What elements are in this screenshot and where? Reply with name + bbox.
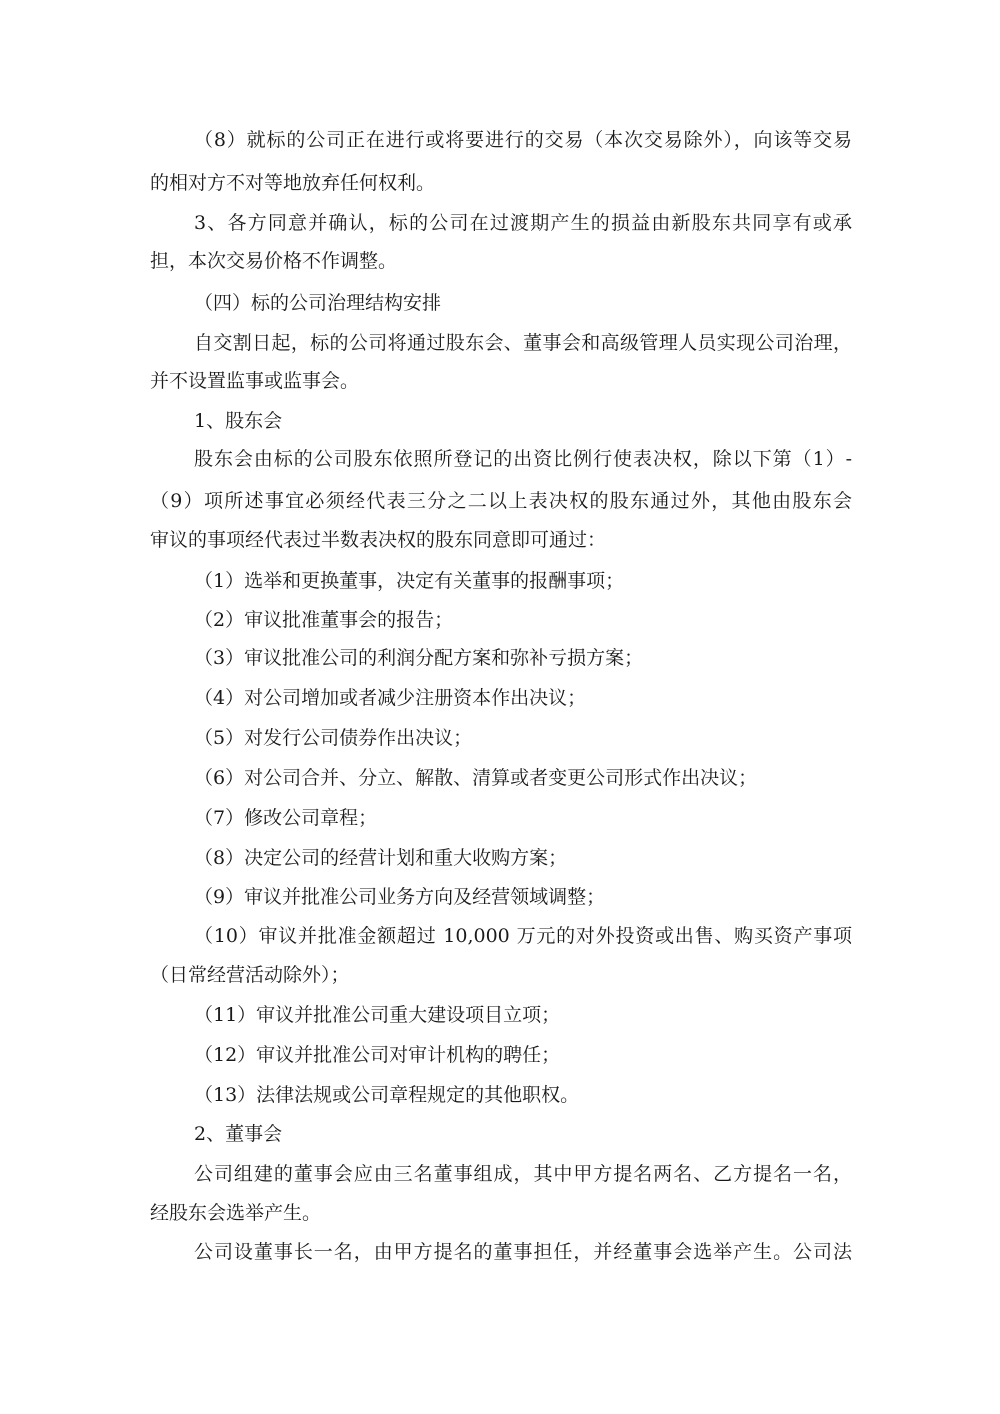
- subsection-heading: 1、股东会: [194, 410, 283, 432]
- list-item: （12）审议并批准公司对审计机构的聘任；: [194, 1044, 561, 1066]
- paragraph-line: 经股东会选举产生。: [150, 1202, 322, 1224]
- paragraph-line: 并不设置监事或监事会。: [150, 370, 360, 392]
- list-item: （3）审议批准公司的利润分配方案和弥补亏损方案；: [194, 647, 644, 669]
- subsection-heading: 2、董事会: [194, 1123, 283, 1145]
- list-item: （4）对公司增加或者减少注册资本作出决议；: [194, 687, 587, 709]
- paragraph-line: 3、各方同意并确认，标的公司在过渡期产生的损益由新股东共同享有或承: [194, 212, 852, 234]
- paragraph-line: （8）就标的公司正在进行或将要进行的交易（本次交易除外），向该等交易: [194, 129, 852, 151]
- paragraph-line: 担，本次交易价格不作调整。: [150, 250, 398, 272]
- paragraph-line: 审议的事项经代表过半数表决权的股东同意即可通过：: [150, 529, 607, 551]
- list-item: （7）修改公司章程；: [194, 807, 378, 829]
- list-item: （6）对公司合并、分立、解散、清算或者变更公司形式作出决议；: [194, 767, 758, 789]
- paragraph-line: 公司组建的董事会应由三名董事组成，其中甲方提名两名、乙方提名一名，: [194, 1163, 852, 1185]
- paragraph-line: （日常经营活动除外）；: [150, 964, 350, 986]
- list-item: （10）审议并批准金额超过 10,000 万元的对外投资或出售、购买资产事项: [194, 925, 852, 947]
- paragraph-line: 自交割日起，标的公司将通过股东会、董事会和高级管理人员实现公司治理，: [194, 332, 852, 354]
- list-item: （9）审议并批准公司业务方向及经营领域调整；: [194, 886, 606, 908]
- list-item: （2）审议批准董事会的报告；: [194, 609, 454, 631]
- list-item: （5）对发行公司债券作出决议；: [194, 727, 473, 749]
- paragraph-line: 股东会由标的公司股东依照所登记的出资比例行使表决权，除以下第（1）-: [194, 448, 852, 470]
- section-heading: （四）标的公司治理结构安排: [194, 292, 442, 314]
- paragraph-line: 公司设董事长一名，由甲方提名的董事担任，并经董事会选举产生。公司法: [194, 1241, 852, 1263]
- paragraph-line: 的相对方不对等地放弃任何权利。: [150, 172, 436, 194]
- list-item: （1）选举和更换董事，决定有关董事的报酬事项；: [194, 570, 625, 592]
- list-item: （8）决定公司的经营计划和重大收购方案；: [194, 847, 568, 869]
- list-item: （11）审议并批准公司重大建设项目立项；: [194, 1004, 561, 1026]
- paragraph-line: （9）项所述事宜必须经代表三分之二以上表决权的股东通过外，其他由股东会: [150, 490, 852, 512]
- list-item: （13）法律法规或公司章程规定的其他职权。: [194, 1084, 580, 1106]
